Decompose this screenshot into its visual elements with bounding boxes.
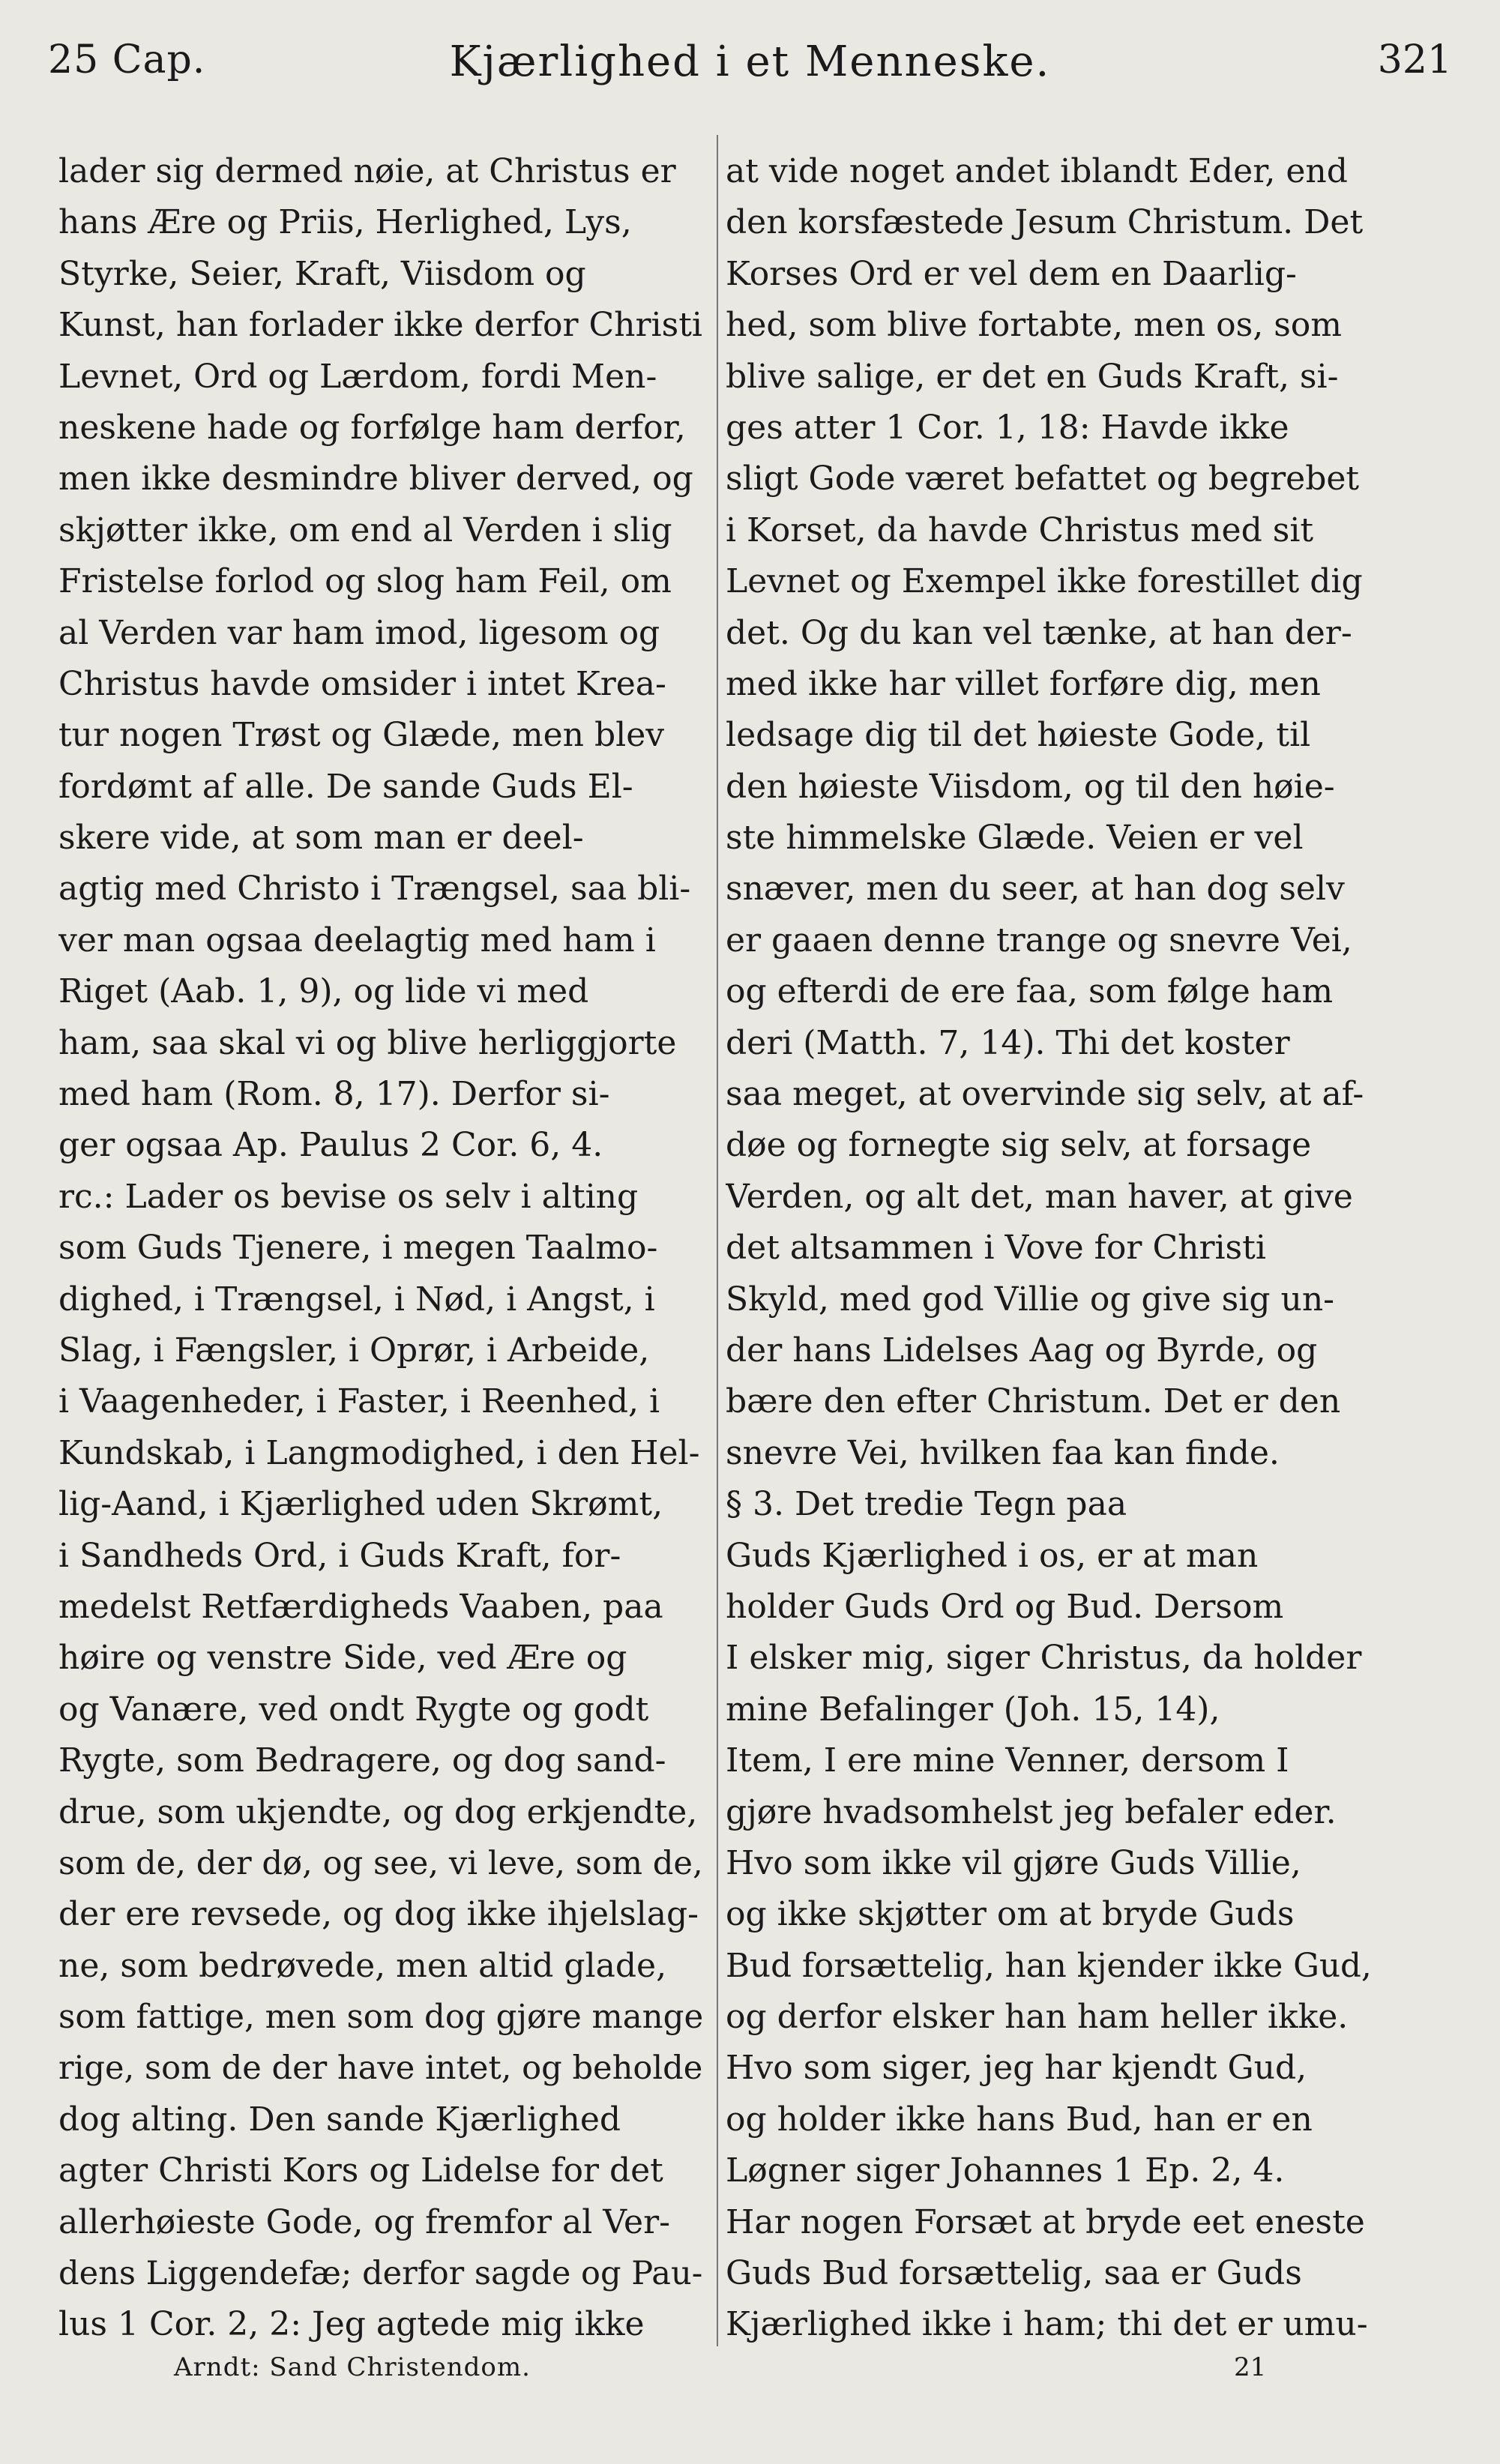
text-line: ne, som bedrøvede, men altid glade, bbox=[58, 1946, 667, 1985]
text-line: Guds Bud forsættelig, saa er Guds bbox=[726, 2254, 1302, 2293]
text-line: deri (Matth. 7, 14). Thi det koster bbox=[726, 1023, 1290, 1062]
text-line: Hvo som ikke vil gjøre Guds Villie, bbox=[726, 1843, 1301, 1882]
text-line: mine Befalinger (Joh. 15, 14), bbox=[726, 1690, 1220, 1729]
text-line: høire og venstre Side, ved Ære og bbox=[58, 1639, 627, 1678]
text-line: Rygte, som Bedragere, og dog sand- bbox=[58, 1741, 666, 1780]
text-line: Bud forsættelig, han kjender ikke Gud, bbox=[726, 1947, 1372, 1985]
text-line: Kjærlighed ikke i ham; thi det er umu- bbox=[726, 2305, 1368, 2344]
running-title: Kjærlighed i et Menneske. bbox=[449, 37, 1051, 86]
text-line: sligt Gode været befattet og begrebet bbox=[726, 460, 1360, 498]
text-line: Har nogen Forsæt at bryde eet eneste bbox=[726, 2202, 1365, 2241]
text-line: snæver, men du seer, at han dog selv bbox=[726, 870, 1345, 909]
text-line: døe og fornegte sig selv, at forsage bbox=[726, 1126, 1312, 1165]
text-line: I elsker mig, siger Christus, da holder bbox=[726, 1639, 1362, 1678]
left-text-column bbox=[58, 146, 703, 2351]
text-line: rc.: Lader os bevise os selv i alting bbox=[58, 1177, 639, 1216]
text-line: det. Og du kan vel tænke, at han der- bbox=[726, 613, 1352, 652]
text-line: ste himmelske Glæde. Veien er vel bbox=[726, 819, 1304, 858]
text-line: lus 1 Cor. 2, 2: Jeg agtede mig ikke bbox=[58, 2305, 645, 2344]
text-line: ger ogsaa Ap. Paulus 2 Cor. 6, 4. bbox=[58, 1126, 603, 1165]
text-line: bære den efter Christum. Det er den bbox=[726, 1382, 1341, 1421]
text-line: at vide noget andet iblandt Eder, end bbox=[726, 152, 1348, 190]
text-line: Fristelse forlod og slog ham Feil, om bbox=[58, 562, 672, 601]
text-line: ledsage dig til det høieste Gode, til bbox=[726, 716, 1311, 755]
text-line: og Vanære, ved ondt Rygte og godt bbox=[58, 1690, 649, 1729]
text-line: hans Ære og Priis, Herlighed, Lys, bbox=[58, 203, 632, 242]
text-line: Hvo som siger, jeg har kjendt Gud, bbox=[726, 2049, 1307, 2088]
text-line: Verden, og alt det, man haver, at give bbox=[726, 1177, 1353, 1216]
text-line: agtig med Christo i Trængsel, saa bli- bbox=[58, 870, 691, 909]
text-line: skere vide, at som man er deel- bbox=[58, 819, 584, 858]
text-line: dog alting. Den sande Kjærlighed bbox=[58, 2100, 621, 2139]
text-line: Levnet og Exempel ikke forestillet dig bbox=[726, 562, 1363, 601]
text-line: Slag, i Fængsler, i Oprør, i Arbeide, bbox=[58, 1331, 650, 1370]
text-line: Kunst, han forlader ikke derfor Christi bbox=[58, 306, 702, 345]
text-line: og efterdi de ere faa, som følge ham bbox=[726, 972, 1334, 1011]
text-line: med ikke har villet forføre dig, men bbox=[726, 664, 1321, 703]
text-line: og ikke skjøtter om at bryde Guds bbox=[726, 1895, 1295, 1934]
text-line: Levnet, Ord og Lærdom, fordi Men- bbox=[58, 357, 657, 396]
text-line: lig-Aand, i Kjærlighed uden Skrømt, bbox=[58, 1485, 663, 1524]
text-line: som Guds Tjenere, i megen Taalmo- bbox=[58, 1229, 658, 1268]
text-line: rige, som de der have intet, og beholde bbox=[58, 2049, 703, 2088]
signature-mark: Arndt: Sand Christendom. bbox=[174, 2352, 531, 2382]
text-line: med ham (Rom. 8, 17). Derfor si- bbox=[58, 1075, 610, 1114]
text-line: i Sandheds Ord, i Guds Kraft, for- bbox=[58, 1536, 621, 1575]
text-line: skjøtter ikke, om end al Verden i slig bbox=[58, 510, 672, 549]
page-number: 321 bbox=[1377, 37, 1452, 82]
text-line: snevre Vei, hvilken faa kan finde. bbox=[726, 1433, 1280, 1472]
text-line: den høieste Viisdom, og til den høie- bbox=[726, 767, 1335, 806]
text-line: allerhøieste Gode, og fremfor al Ver- bbox=[58, 2202, 670, 2241]
text-line: Styrke, Seier, Kraft, Viisdom og bbox=[58, 254, 586, 293]
text-line: og holder ikke hans Bud, han er en bbox=[726, 2100, 1313, 2139]
text-line: men ikke desmindre bliver derved, og bbox=[58, 460, 693, 498]
text-line: § 3. Det tredie Tegn paa bbox=[726, 1485, 1127, 1524]
text-line: agter Christi Kors og Lidelse for det bbox=[58, 2151, 663, 2190]
right-text-column bbox=[726, 146, 1372, 2351]
sheet-number: 21 bbox=[1234, 2352, 1267, 2382]
text-line: gjøre hvadsomhelst jeg befaler eder. bbox=[726, 1792, 1337, 1831]
text-line: Løgner siger Johannes 1 Ep. 2, 4. bbox=[726, 2151, 1285, 2190]
text-line: der hans Lidelses Aag og Byrde, og bbox=[726, 1331, 1318, 1370]
text-line: Christus havde omsider i intet Krea- bbox=[58, 664, 666, 703]
text-line: den korsfæstede Jesum Christum. Det bbox=[726, 203, 1364, 242]
text-line: holder Guds Ord og Bud. Dersom bbox=[726, 1587, 1284, 1626]
text-line: ver man ogsaa deelagtig med ham i bbox=[58, 921, 656, 960]
text-line: dighed, i Trængsel, i Nød, i Angst, i bbox=[58, 1280, 655, 1319]
text-line: Guds Kjærlighed i os, er at man bbox=[726, 1536, 1259, 1575]
text-line: drue, som ukjendte, og dog erkjendte, bbox=[58, 1792, 698, 1831]
text-line: neskene hade og forfølge ham derfor, bbox=[58, 408, 686, 447]
text-line: ges atter 1 Cor. 1, 18: Havde ikke bbox=[726, 408, 1289, 447]
text-line: saa meget, at overvinde sig selv, at af- bbox=[726, 1075, 1364, 1114]
text-line: og derfor elsker han ham heller ikke. bbox=[726, 1998, 1349, 2037]
page-footer bbox=[0, 2345, 1500, 2405]
text-line: blive salige, er det en Guds Kraft, si- bbox=[726, 357, 1339, 396]
text-line: er gaaen denne trange og snevre Vei, bbox=[726, 921, 1352, 960]
text-line: Korses Ord er vel dem en Daarlig- bbox=[726, 254, 1297, 293]
text-line: al Verden var ham imod, ligesom og bbox=[58, 613, 660, 652]
text-line: dens Liggendefæ; derfor sagde og Pau- bbox=[58, 2255, 703, 2293]
text-line: tur nogen Trøst og Glæde, men blev bbox=[58, 716, 665, 755]
text-line: lader sig dermed nøie, at Christus er bbox=[58, 152, 676, 190]
text-line: hed, som blive fortabte, men os, som bbox=[726, 306, 1342, 345]
text-line: som fattige, men som dog gjøre mange bbox=[58, 1998, 703, 2037]
text-line: Item, I ere mine Venner, dersom I bbox=[726, 1741, 1289, 1780]
text-line: Kundskab, i Langmodighed, i den Hel- bbox=[58, 1433, 700, 1472]
chapter-label: 25 Cap. bbox=[48, 37, 206, 82]
text-line: det altsammen i Vove for Christi bbox=[726, 1229, 1266, 1268]
text-line: Skyld, med god Villie og give sig un- bbox=[726, 1280, 1335, 1319]
text-line: som de, der dø, og see, vi leve, som de, bbox=[58, 1844, 703, 1882]
text-line: medelst Retfærdigheds Vaaben, paa bbox=[58, 1587, 663, 1626]
running-header bbox=[48, 22, 1452, 105]
column-divider bbox=[717, 135, 718, 2346]
text-line: i Vaagenheder, i Faster, i Reenhed, i bbox=[58, 1382, 660, 1421]
text-line: i Korset, da havde Christus med sit bbox=[726, 510, 1314, 549]
text-line: fordømt af alle. De sande Guds El- bbox=[58, 767, 633, 806]
text-line: der ere revsede, og dog ikke ihjelslag- bbox=[58, 1895, 699, 1934]
text-line: Riget (Aab. 1, 9), og lide vi med bbox=[58, 972, 589, 1011]
text-line: ham, saa skal vi og blive herliggjorte bbox=[58, 1023, 677, 1062]
